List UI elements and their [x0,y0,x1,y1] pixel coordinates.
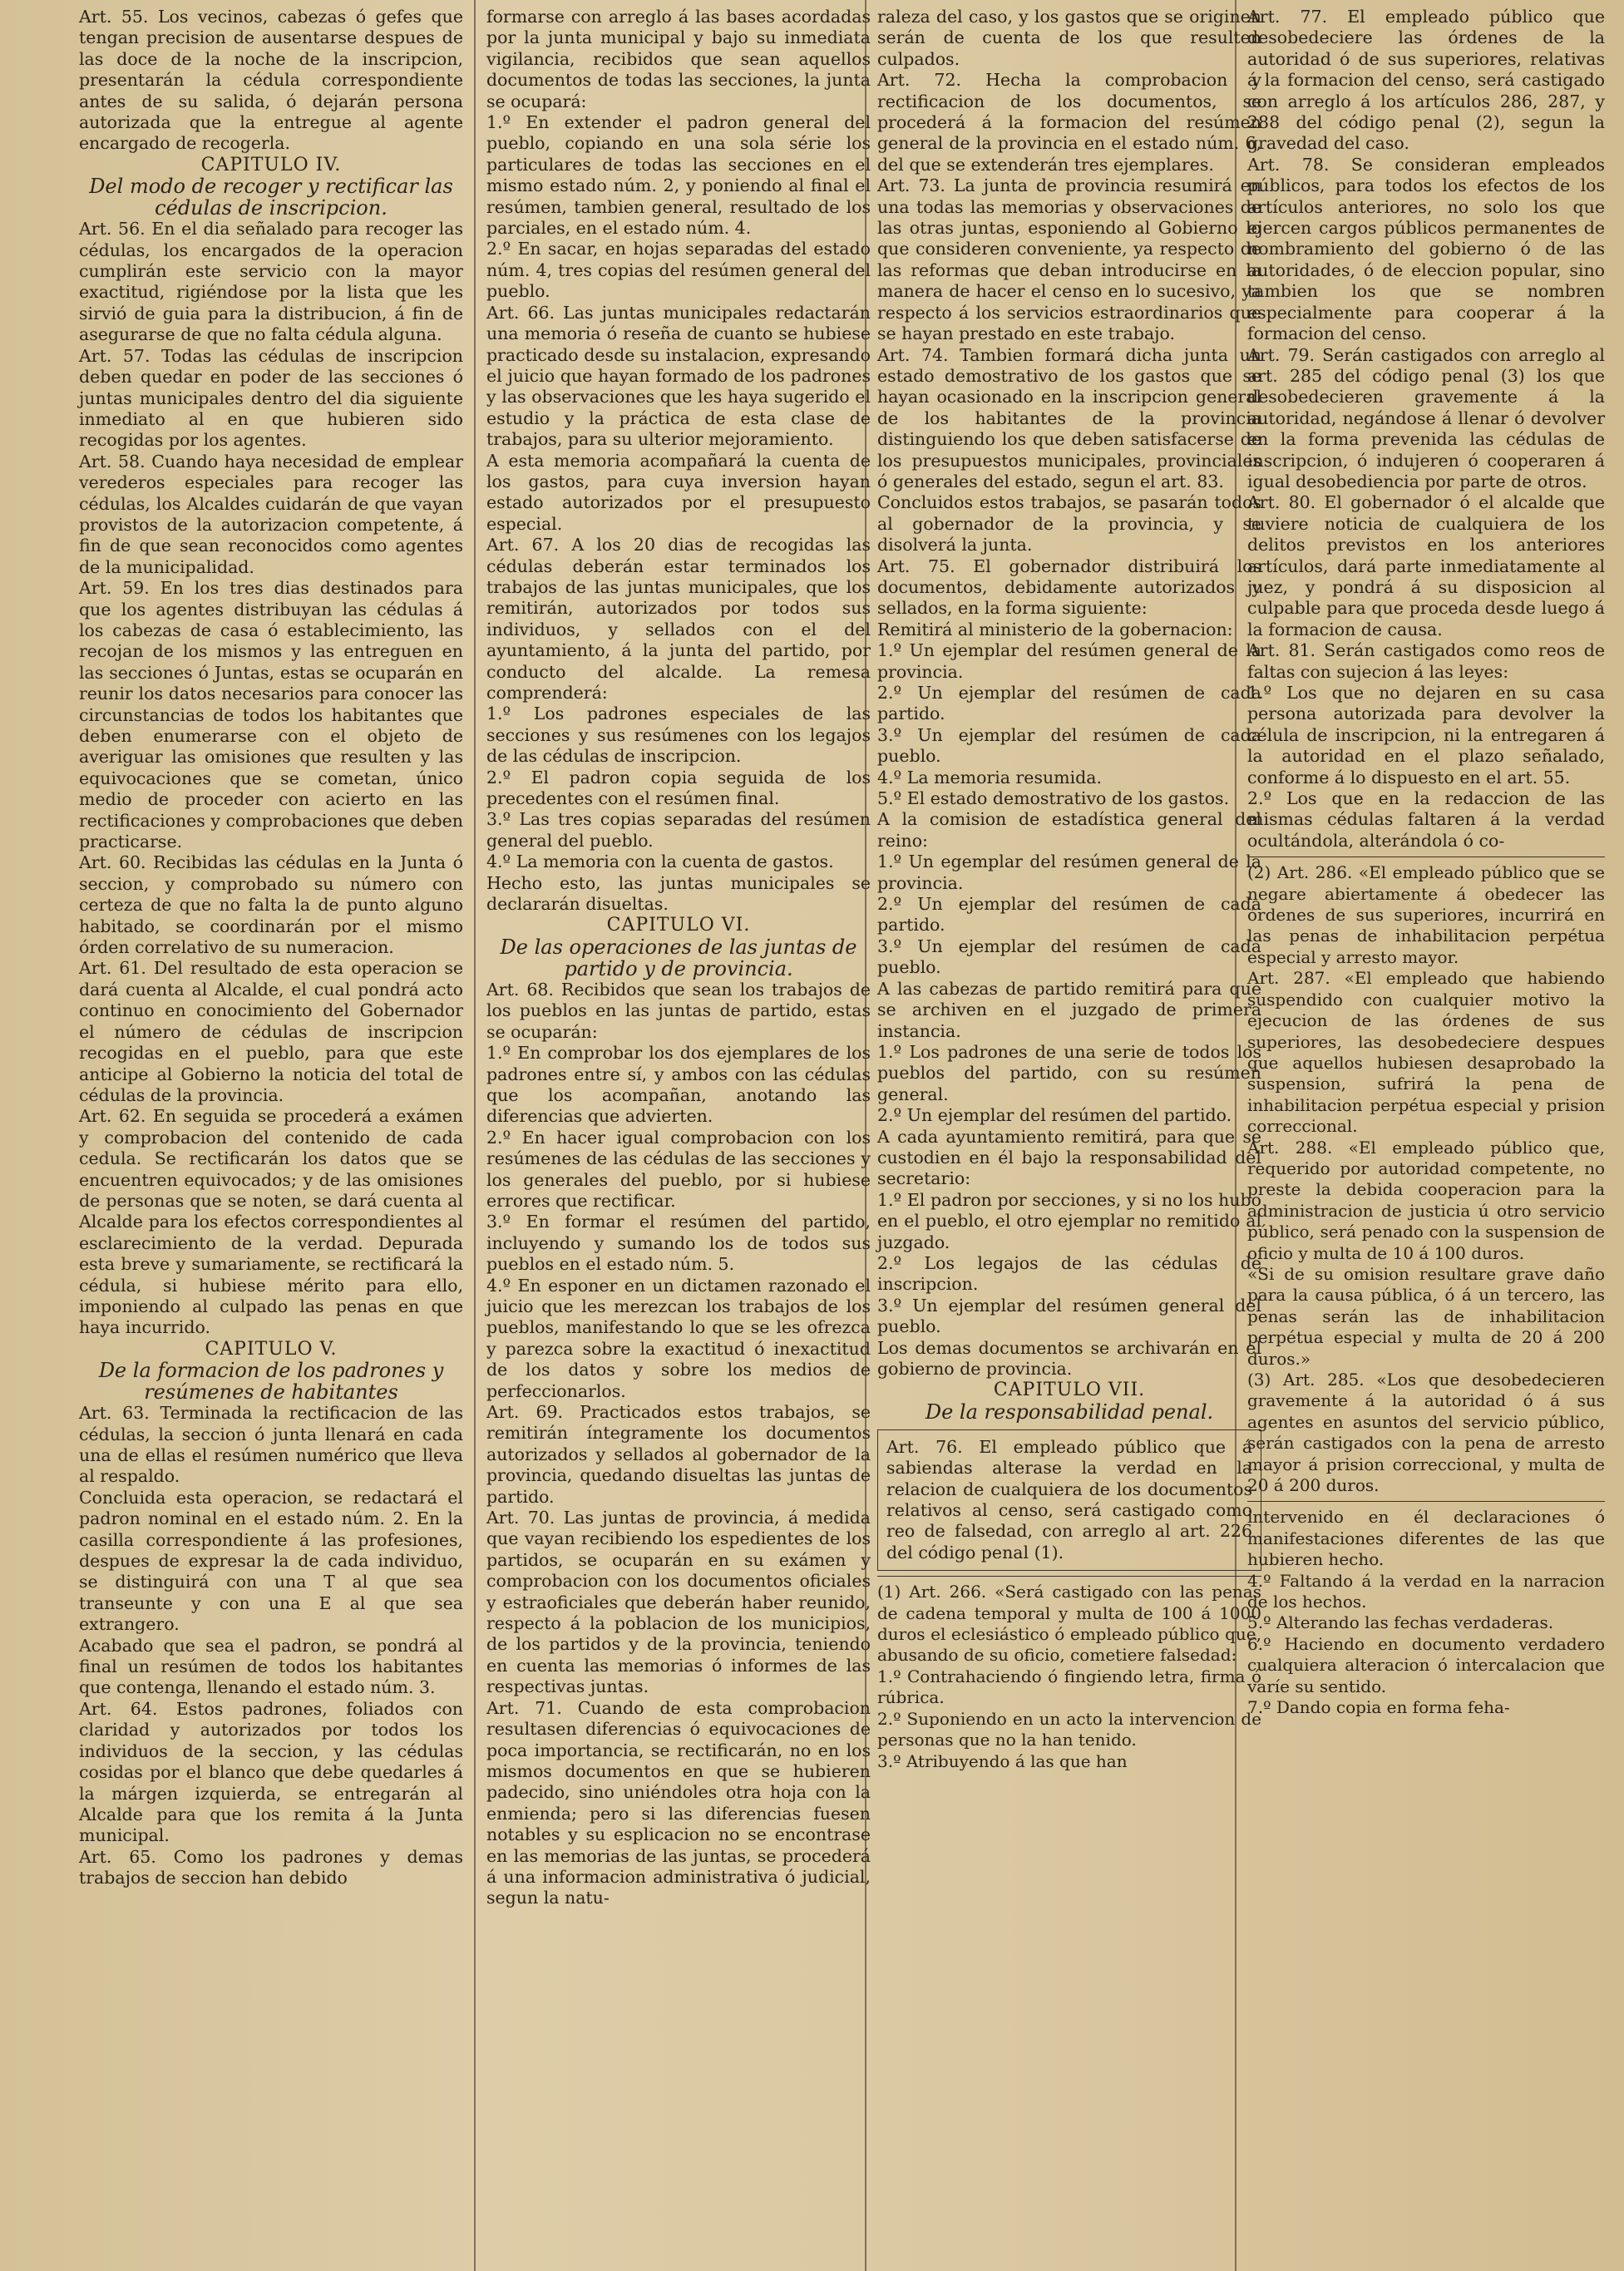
footnote: Art. 287. «El empleado que habiendo suspendido con cualquier motivo la ejecucion de las órdenes de sus superiores, las desobedeciere despues que aquellos hubiesen desaprobado la suspension, sufrirá la pena de inhabilitacion perpétua especial y prision correccional. [1247,968,1605,1137]
article-67: Art. 67. A los 20 dias de recogidas las cédulas deberán estar terminados los trabajos de las juntas municipales, que los remitirán, autorizados por todos sus individuos, y sellados con el del ayuntamiento, á la junta del partido, por conducto del alcalde. La remesa comprenderá: [486,535,871,703]
article-63: Art. 63. Terminada la rectificacion de las cédulas, la seccion ó junta llenará en cada una de ellas el resúmen numérico que lleva al respaldo. [79,1403,463,1487]
article-78: Art. 78. Se consideran empleados públicos, para todos los efectos de los artículos anteriores, no solo los que ejercen cargos públicos permanentes de nombramiento del gobierno ó de las autoridades, ó de eleccion popular, sino tambien los que se nombren especialmente para cooperar á la formacion del censo. [1247,154,1605,344]
article-68: Art. 68. Recibidos que sean los trabajos de los pueblos en las juntas de partido, estas se ocuparán: [486,979,871,1042]
article-81: Art. 81. Serán castigados como reos de faltas con sujecion á las leyes: [1247,640,1605,682]
footnote: Art. 288. «El empleado público que, requerido por autoridad competente, no preste la debida cooperacion para la administracion de justicia ú otro servicio público, será penado con la suspension de oficio y multa de 10 á 100 duros. [1247,1137,1605,1263]
column-4 [1247,7,1605,1719]
column-3 [877,7,1261,1772]
list-item: 2.º En hacer igual comprobacion con los resúmenes de las cédulas de las secciones y los generales del pueblo, por si hubiese errores que rectificar. [486,1127,871,1211]
footnote: (1) Art. 266. «Será castigado con las penas de cadena temporal y multa de 100 á 1000 duros el eclesiástico ó empleado público que, abusando de su oficio, cometiere falsedad: [877,1582,1261,1666]
list-item: 2.º Los que en la redaccion de las mismas cédulas faltaren á la verdad ocultándola, alterándola ó co- [1247,788,1605,851]
paragraph: A la comision de estadística general del reino: [877,809,1261,851]
list-item: 2.º Un ejemplar del resúmen de cada partido. [877,894,1261,936]
paragraph: formarse con arreglo á las bases acordadas por la junta municipal y bajo su inmediata vigilancia, recibidos que sean aquellos documentos de todas las secciones, la junta se ocupará: [486,7,871,111]
article-55: Art. 55. Los vecinos, cabezas ó gefes que tengan precision de ausentarse despues de las doce de la noche de la inscripcion, presentarán la cédula correspondiente antes de su salida, ó dejarán persona autorizada que la entregue al agente encargado de recogerla. [79,7,463,154]
list-item: 1.º Los padrones especiales de las secciones y sus resúmenes con los legajos de las cédulas de inscripcion. [486,704,871,767]
list-item: 1.º En comprobar los dos ejemplares de los padrones entre sí, y ambos con las cédulas que los acompañan, anotando las diferencias que advierten. [486,1043,871,1127]
article-74: Art. 74. Tambien formará dicha junta un estado demostrativo de los gastos que se hayan ocasionado en la inscripcion general de los habitantes de la provincia distinguiendo los que deben satisfacerse de los presupuestos municipales, provinciales ó generales del estado, segun el art. 83. [877,344,1261,491]
list-item: 1.º Los que no dejaren en su casa persona autorizada para devolver la célula de inscripcion, ni la entregaren á la autoridad en el plazo señalado, conforme á lo dispuesto en el art. 55. [1247,683,1605,787]
footnote: «Si de su omision resultare grave daño para la causa pública, ó á un tercero, las penas serán las de inhabilitacion perpétua especial y multa de 20 á 200 duros.» [1247,1263,1605,1369]
footnote-continued: intervenido en él declaraciones ó manifestaciones diferentes de las que hubieren hecho. [1247,1507,1605,1570]
footnote: (2) Art. 286. «El empleado público que se negare abiertamente á obedecer las órdenes de sus superiores, incurrirá en las penas de inhabilitacion perpétua especial y arresto mayor. [1247,862,1605,967]
article-61: Art. 61. Del resultado de esta operacion se dará cuenta al Alcalde, el cual pondrá acto continuo en conocimiento del Gobernador el número de cédulas de inscripcion recogidas en el pueblo, para que este anticipe al Gobierno la noticia del total de cédulas de la provincia. [79,958,463,1105]
paragraph: A cada ayuntamiento remitirá, para que se custodien en él bajo la responsabilidad del secretario: [877,1126,1261,1189]
chapter-heading: CAPITULO VII. [993,1380,1146,1401]
list-item: 1.º El padron por secciones, y si no los hubo en el pueblo, el otro ejemplar no remitido al juzgado. [877,1189,1261,1252]
list-item: 4.º La memoria resumida. [877,767,1103,787]
footnote-item: 1.º Contrahaciendo ó fingiendo letra, firma ó rúbrica. [877,1666,1261,1708]
paragraph: Acabado que sea el padron, se pondrá al final un resúmen de todos los habitantes que contenga, llenando el estado núm. 3. [79,1635,463,1698]
chapter-heading: CAPITULO IV. [200,154,342,175]
list-item: 2.º Un ejemplar del resúmen del partido. [877,1105,1232,1126]
article-66: Art. 66. Las juntas municipales redactarán una memoria ó reseña de cuanto se hubiese practicado desde su instalacion, expresando el juicio que hayan formado de los padrones y las observaciones que les haya sugerido el estudio y la práctica de esta clase de trabajos, para su ulterior mejoramiento. [486,302,871,450]
paragraph: A esta memoria acompañará la cuenta de los gastos, para cuya inversion hayan estado autorizados por el presupuesto especial. [486,450,871,534]
list-item: 2.º Los legajos de las cédulas de inscripcion. [877,1252,1261,1295]
column-2 [486,7,871,1909]
paragraph: raleza del caso, y los gastos que se originen serán de cuenta de los que resulten culpados. [877,7,1261,69]
article-69: Art. 69. Practicados estos trabajos, se remitirán íntegramente los documentos autorizados y sellados al gobernador de la provincia, quedando disueltas las juntas de partido. [486,1402,871,1507]
footnote-item: 7.º Dando copia en forma feha- [1247,1697,1510,1718]
paragraph: Concluidos estos trabajos, se pasarán todos al gobernador de la provincia, y se disolverá la junta. [877,492,1261,555]
footnote-item: 4.º Faltando á la verdad en la narracion de los hechos. [1247,1570,1605,1612]
article-62: Art. 62. En seguida se procederá a exámen y comprobacion del contenido de cada cedula. Se rectificarán los datos que se encuentren equivocados; y de las omisiones de personas que se noten, se dará cuenta al Alcalde para los efectos correspondientes al esclarecimiento de la verdad. Depurada esta breve y sumariamente, se rectificará la cédula, si hubiese mérito para ello, imponiendo al culpado las penas en que haya incurrido. [79,1106,463,1338]
list-item: 3.º En formar el resúmen del partido, incluyendo y sumando los de todos sus pueblos en el estado núm. 5. [486,1212,871,1275]
list-item: 1.º Un egemplar del resúmen general de la provincia. [877,852,1261,893]
chapter-subtitle: De la formacion de los padrones y resúmenes de habitantes [98,1359,444,1405]
footnote-item: 5.º Alterando las fechas verdaderas. [1247,1612,1554,1633]
article-72: Art. 72. Hecha la comprobacion y rectificacion de los documentos, se procederá á la formacion del resúmen general de la provincia en el estado núm. 6, del que se extenderán tres ejemplares. [877,70,1261,175]
list-item: 5.º El estado demostrativo de los gastos. [877,788,1230,809]
footnote-rule [1247,1501,1605,1502]
list-item: 4.º En esponer en un dictamen razonado el juicio que les merezcan los trabajos de los pueblos, manifestando lo que se les ofrezca y parezca sobre la exactitud ó inexactitud de los datos y sobre los medios de perfeccionarlos. [486,1275,871,1401]
article-58: Art. 58. Cuando haya necesidad de emplear verederos especiales para recoger las cédulas, los Alcaldes cuidarán de que vayan provistos de la autorizacion competente, á fin de que sean reconocidos como agentes de la municipalidad. [79,451,463,577]
list-item: 1.º Un ejemplar del resúmen general de la provincia. [877,640,1261,682]
paragraph: A las cabezas de partido remitirá para que se archiven en el juzgado de primera instancia. [877,978,1261,1041]
article-76: Art. 76. El empleado público que á sabiendas alterase la verdad en la relacion de cualquiera de los documentos relativos al censo, será castigado como reo de falsedad, con arreglo al art. 226 del código penal (1). [886,1436,1252,1563]
article-57: Art. 57. Todas las cédulas de inscripcion deben quedar en poder de las secciones ó juntas municipales dentro del dia siguiente inmediato al en que hubieren sido recogidas por los agentes. [79,345,463,451]
list-item: 1.º Los padrones de una serie de todos los pueblos del partido, con su resúmen general. [877,1041,1261,1104]
list-item: 3.º Un ejemplar del resúmen de cada pueblo. [877,936,1261,978]
article-76-box [877,1429,1261,1571]
paragraph: Concluida esta operacion, se redactará el padron nominal en el estado núm. 2. En la casilla correspondiente á las profesiones, despues de expresar la de cada individuo, se distinguirá con una T al que sea transeunte y con una E al que sea extrangero. [79,1487,463,1635]
column-divider [474,0,476,2271]
list-item: 2.º En sacar, en hojas separadas del estado núm. 4, tres copias del resúmen general del pueblo. [486,239,871,302]
article-80: Art. 80. El gobernador ó el alcalde que tuviere noticia de cualquiera de los delitos previstos en los anteriores artículos, dará parte inmediatamente al juez, y pondrá á su disposicion al culpable para que proceda desde luego á la formacion de causa. [1247,492,1605,639]
article-59: Art. 59. En los tres dias destinados para que los agentes distribuyan las cédulas á los cabezas de casa ó establecimiento, las recojan de los mismos y las entreguen en las secciones ó Juntas, estas se ocuparán en reunir los datos necesarios para conocer las circunstancias de todos los habitantes que deben enumerarse con el objeto de averiguar las omisiones que resulten y las equivocaciones que se cometan, único medio de proceder con acierto en las rectificaciones y comprobaciones que deben practicarse. [79,578,463,852]
article-75: Art. 75. El gobernador distribuirá los documentos, debidamente autorizados y sellados, en la forma siguiente: [877,555,1261,619]
paragraph: Los demas documentos se archivarán en el gobierno de provincia. [877,1337,1261,1379]
paragraph: Remitirá al ministerio de la gobernacion: [877,619,1233,639]
article-60: Art. 60. Recibidas las cédulas en la Junta ó seccion, y comprobado su número con certeza de que no falta la de punto alguno habitado, se coordinarán por el mismo órden correlativo de su numeracion. [79,852,463,958]
footnote-item: 3.º Atribuyendo á las que han [877,1750,1128,1771]
article-70: Art. 70. Las juntas de provincia, á medida que vayan recibiendo los espedientes de los partidos, se ocuparán en su exámen y comprobacion con los documentos oficiales y estraoficiales que deberán haber reunido, respecto á la poblacion de los municipios, de los partidos y de la provincia, teniendo en cuenta las memorias ó informes de las respectivas juntas. [486,1508,871,1697]
list-item: 2.º El padron copia seguida de los precedentes con el resúmen final. [486,767,871,809]
column-1 [79,7,463,1889]
article-79: Art. 79. Serán castigados con arreglo al art. 285 del código penal (3) los que desobedecieren gravemente á la autoridad, negándose á llenar ó devolver en la forma prevenida las cédulas de inscripcion, ó indujeren ó cooperaren á igual desobediencia por parte de otros. [1247,344,1605,491]
list-item: 3.º Un ejemplar del resúmen de cada pueblo. [877,724,1261,767]
chapter-heading: CAPITULO V. [205,1338,338,1360]
list-item: 2.º Un ejemplar del resúmen de cada partido. [877,683,1261,724]
list-item: 3.º Un ejemplar del resúmen general del pueblo. [877,1295,1261,1337]
chapter-subtitle: Del modo de recoger y rectificar las cédulas de inscripcion. [89,175,453,220]
chapter-subtitle: De la responsabilidad penal. [925,1400,1214,1424]
article-65: Art. 65. Como los padrones y demas trabajos de seccion han debido [79,1846,463,1888]
list-item: 3.º Las tres copias separadas del resúmen general del pueblo. [486,809,871,851]
footnote-item: 2.º Suponiendo en un acto la intervencion de personas que no la han tenido. [877,1708,1261,1750]
article-64: Art. 64. Estos padrones, foliados con claridad y autorizados por todos los individuos de la seccion, y las cédulas cosidas por el blanco que debe quedarles á la márgen izquierda, se entregarán al Alcalde para que los remita á la Junta municipal. [79,1698,463,1846]
chapter-subtitle: De las operaciones de las juntas de partido y de provincia. [500,935,857,980]
article-56: Art. 56. En el dia señalado para recoger las cédulas, los encargados de la operacion cumplirán este servicio con la mayor exactitud, rigiéndose por la lista que les sirvió de guia para la distribucion, á fin de asegurarse de que no falta cédula alguna. [79,219,463,345]
footnote-rule [877,1576,1261,1577]
footnote: (3) Art. 285. «Los que desobedecieren gravemente á la autoridad ó á sus agentes en asuntos del servicio público, serán castigados con la pena de arresto mayor á prision correccional, y multa de 20 á 200 duros. [1247,1370,1605,1496]
list-item: 4.º La memoria con la cuenta de gastos. [486,852,834,872]
article-73: Art. 73. La junta de provincia resumirá en una todas las memorias y observaciones de las otras juntas, esponiendo al Gobierno lo que consideren conveniente, ya respecto de las reformas que deban introducirse en la manera de hacer el censo en lo sucesivo, ya respecto á los servicios estraordinarios que se hayan prestado en este trabajo. [877,175,1261,344]
list-item: 1.º En extender el padron general del pueblo, copiando en una sola série los particulares de todas las secciones en el mismo estado núm. 2, y poniendo al final el resúmen, tambien general, resultado de los parciales, en el estado núm. 4. [486,112,871,239]
paragraph: Hecho esto, las juntas municipales se declararán disueltas. [486,872,871,915]
article-77: Art. 77. El empleado público que desobedeciere las órdenes de la autoridad ó de sus superiores, relativas á la formacion del censo, será castigado con arreglo á los artículos 286, 287, y 288 del código penal (2), segun la gravedad del caso. [1247,7,1605,154]
chapter-heading: CAPITULO VI. [606,915,751,936]
article-71: Art. 71. Cuando de esta comprobacion resultasen diferencias ó equivocaciones de poca importancia, se rectificarán, no en los mismos documentos en que se hubieren padecido, sino uniéndoles otra hoja con la enmienda; pero si las diferencias fuesen notables y su esplicacion no se encontrase en las memorias de las juntas, se procederá á una informacion administrativa ó judicial, segun la natu- [486,1697,871,1908]
footnote-item: 6.º Haciendo en documento verdadero cualquiera alteracion ó intercalacion que varíe su sentido. [1247,1633,1605,1696]
